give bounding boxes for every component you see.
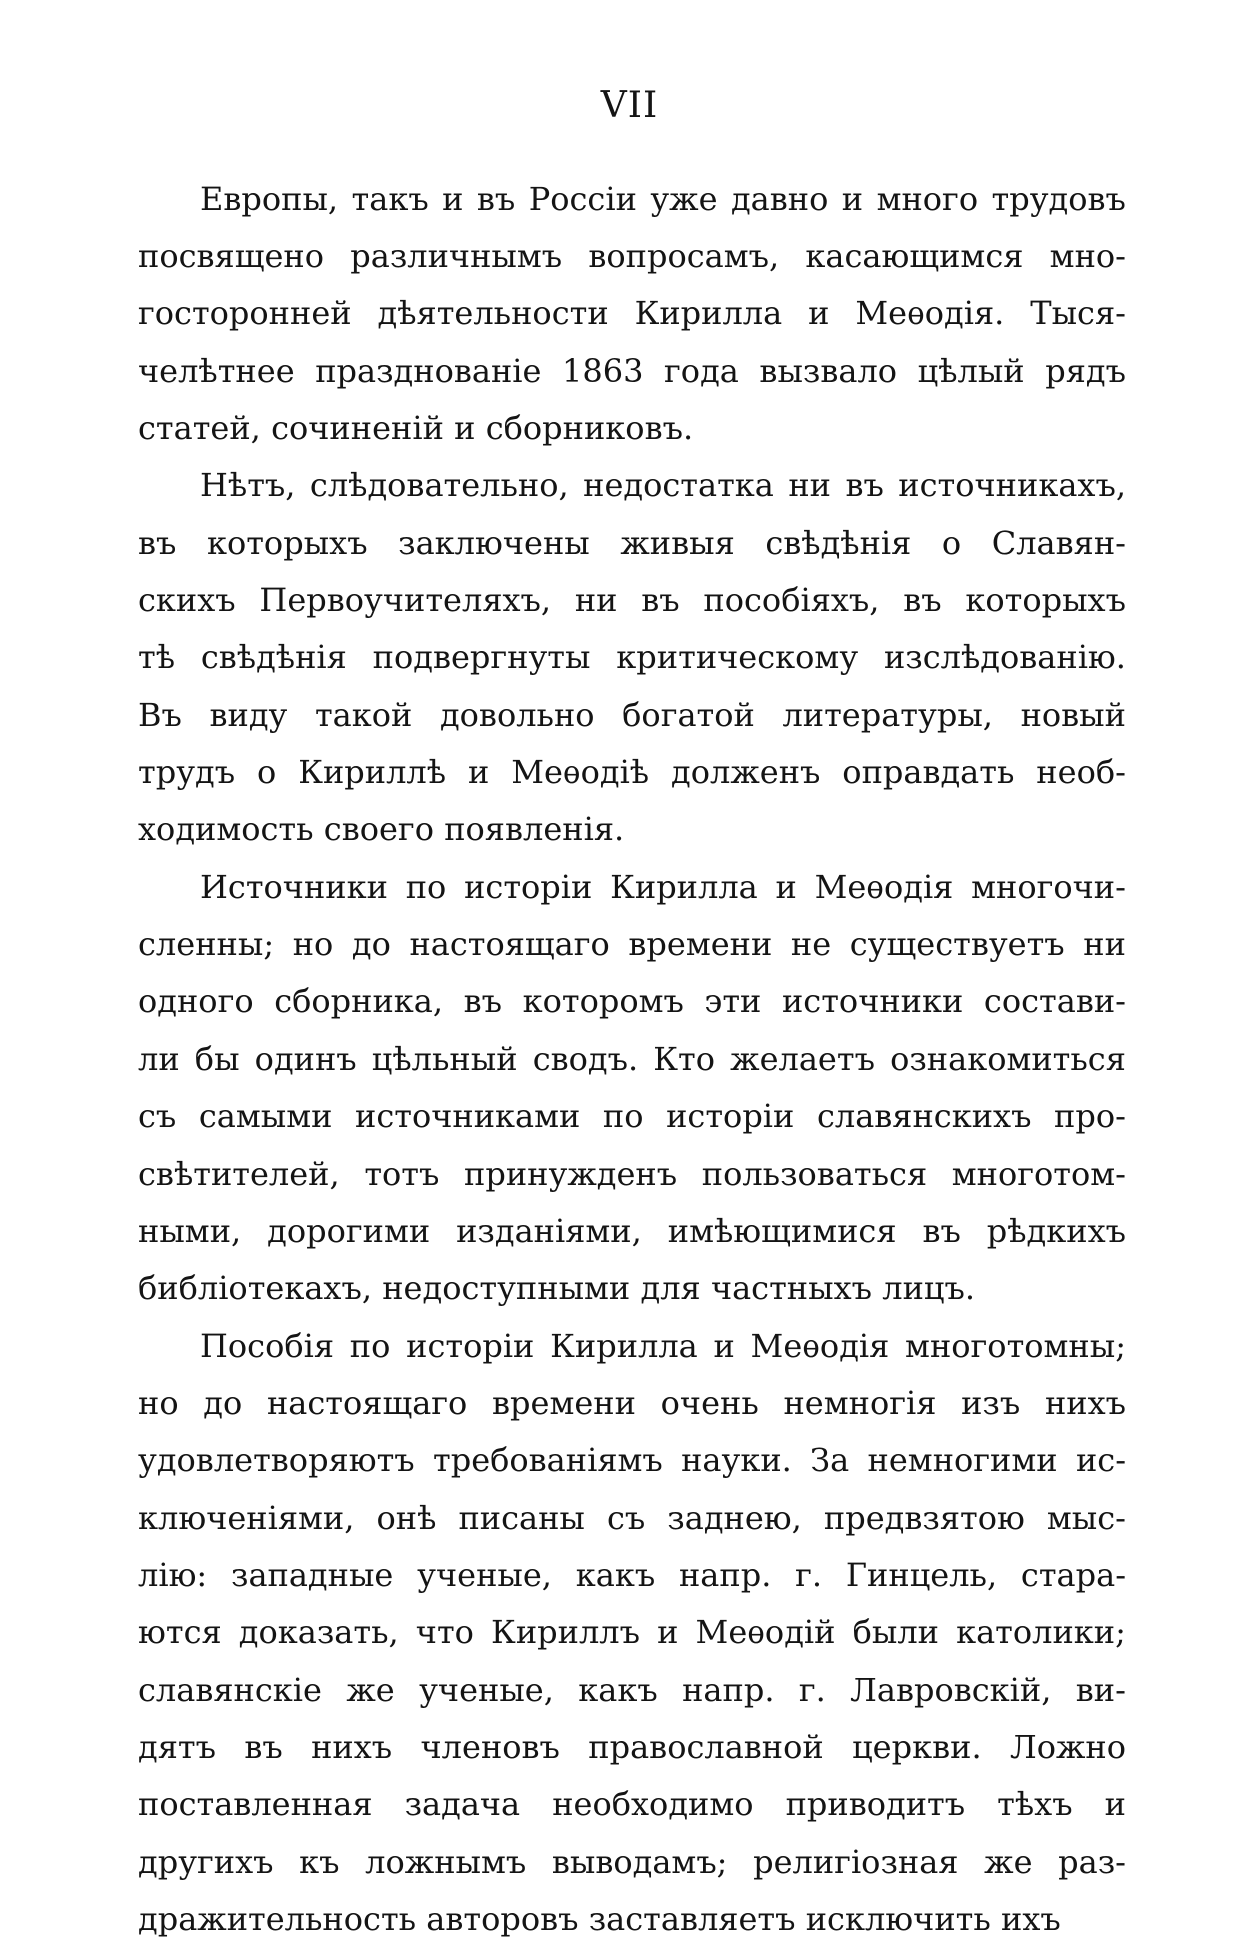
text-line: удовлетворяютъ требованіямъ науки. За немногими ис- [138, 1441, 1126, 1480]
text-line: свѣтителей, тотъ принужденъ пользоваться многотом- [138, 1154, 1126, 1193]
text-line: госторонней дѣятельности Кирилла и Меѳодія. Тыся- [138, 294, 1126, 333]
text-line: трудъ о Кириллѣ и Меѳодіѣ долженъ оправдать необ- [138, 753, 1126, 792]
text-line: Въ виду такой довольно богатой литературы, новый [138, 695, 1126, 734]
paragraph [138, 1317, 1126, 1948]
text-line: челѣтнее празднованіе 1863 года вызвало цѣлый рядъ [138, 351, 1126, 390]
text-line: Европы, такъ и въ Россіи уже давно и много трудовъ [200, 179, 1126, 218]
text-line: библіотекахъ, недоступными для частныхъ лицъ. [138, 1269, 975, 1308]
text-line: лію: западные ученые, какъ напр. г. Гинцель, стара- [138, 1555, 1126, 1594]
text-line: ключеніями, онѣ писаны съ заднею, предвзятою мыс- [138, 1498, 1126, 1537]
text-line: Источники по исторіи Кирилла и Меѳодія многочи- [200, 867, 1126, 906]
text-line: ются доказать, что Кириллъ и Меѳодій были католики; [138, 1613, 1126, 1652]
page-number: VII [600, 85, 659, 126]
text-line: Пособія по исторіи Кирилла и Меѳодія многотомны; [200, 1326, 1126, 1365]
text-line: ными, дорогими изданіями, имѣющимися въ рѣдкихъ [138, 1211, 1126, 1250]
text-line: дятъ въ нихъ членовъ православной церкви. Ложно [138, 1727, 1126, 1766]
text-line: сленны; но до настоящаго времени не существуетъ ни [138, 925, 1126, 964]
text-line: скихъ Первоучителяхъ, ни въ пособіяхъ, въ которыхъ [138, 581, 1126, 620]
text-line: одного сборника, въ которомъ эти источники состави- [138, 982, 1126, 1021]
text-line: ли бы одинъ цѣльный сводъ. Кто желаетъ ознакомиться [138, 1039, 1126, 1078]
paragraph [138, 170, 1126, 457]
text-line: статей, сочиненій и сборниковъ. [138, 409, 694, 448]
text-line: Нѣтъ, слѣдовательно, недостатка ни въ источникахъ, [200, 466, 1126, 505]
text-line: посвящено различнымъ вопросамъ, касающимся мно- [138, 237, 1126, 276]
body-text [138, 170, 1126, 1948]
text-line: съ самыми источниками по исторіи славянскихъ про- [138, 1097, 1126, 1136]
text-line: поставленная задача необходимо приводитъ тѣхъ и [138, 1785, 1126, 1824]
text-line: тѣ свѣдѣнія подвергнуты критическому изслѣдованію. [138, 638, 1126, 677]
text-line: но до настоящаго времени очень немногія изъ нихъ [138, 1383, 1126, 1422]
text-line: славянскіе же ученые, какъ напр. г. Лавровскій, ви- [138, 1670, 1126, 1709]
text-line: дражительность авторовъ заставляетъ исключить ихъ [138, 1899, 1061, 1938]
text-line: ходимость своего появленія. [138, 810, 625, 849]
text-line: другихъ къ ложнымъ выводамъ; религіозная же раз- [138, 1842, 1126, 1881]
paragraph [138, 858, 1126, 1317]
paragraph [138, 457, 1126, 858]
text-line: въ которыхъ заключены живыя свѣдѣнія о Славян- [138, 523, 1126, 562]
